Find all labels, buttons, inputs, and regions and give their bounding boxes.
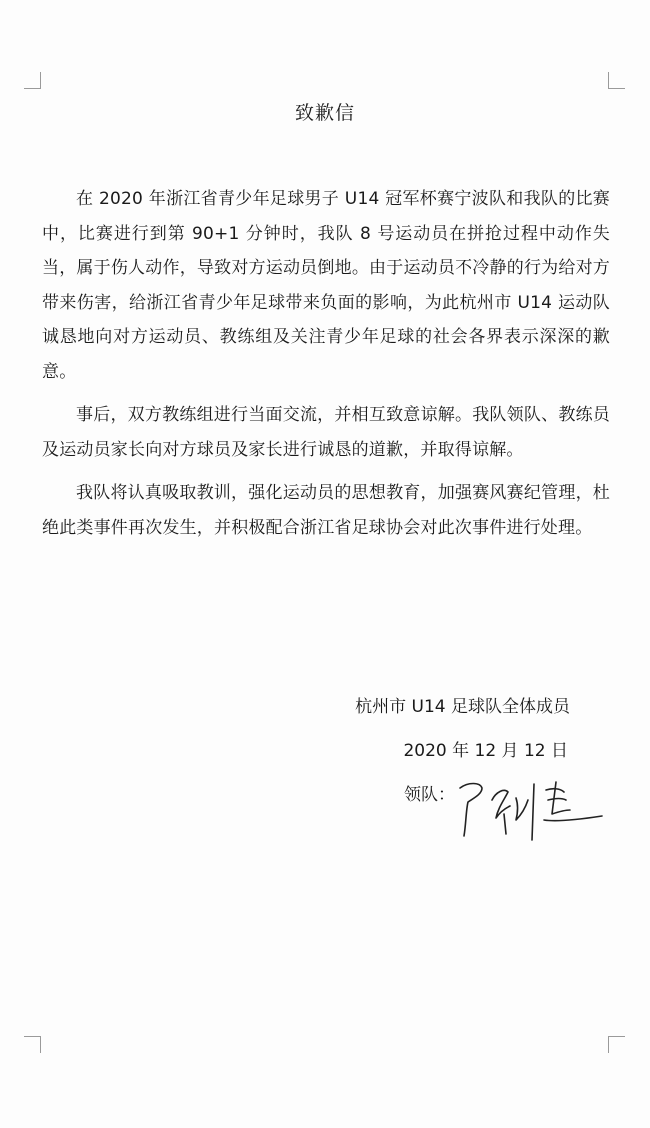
- leader-label: 领队：: [404, 785, 455, 805]
- signature-date: 2020 年 12 月 12 日: [403, 741, 568, 761]
- paragraph: 我队将认真吸取教训，强化运动员的思想教育，加强赛风赛纪管理，杜绝此类事件再次发生，并积极配合浙江省足球协会对此次事件进行处理。: [42, 483, 610, 538]
- handwritten-signature: [452, 770, 612, 850]
- signature-organization: 杭州市 U14 足球队全体成员: [355, 697, 570, 717]
- crop-mark-top-right: [608, 72, 625, 89]
- paragraph: 在 2020 年浙江省青少年足球男子 U14 冠军杯赛宁波队和我队的比赛中，比赛进行到第 90+1 分钟时，我队 8 号运动员在拼抢过程中动作失当，属于伤人动作，导致对方运动员倒地。由于运动员不冷静的行为给对方带来伤害，给浙江省青少年足球带来负面的影响，为此杭州市 U14 运动队诚恳地向对方运动员、教练组及关注青少年足球的社会各界表示深深的歉意。: [42, 189, 610, 382]
- crop-mark-bottom-left: [24, 1036, 41, 1053]
- document-body: [42, 182, 610, 554]
- document-title: 致歉信: [294, 102, 355, 124]
- paragraph: 事后，双方教练组进行当面交流，并相互致意谅解。我队领队、教练员及运动员家长向对方球员及家长进行诚恳的道歉，并取得谅解。: [42, 405, 610, 460]
- crop-mark-top-left: [24, 72, 41, 89]
- crop-mark-bottom-right: [608, 1036, 625, 1053]
